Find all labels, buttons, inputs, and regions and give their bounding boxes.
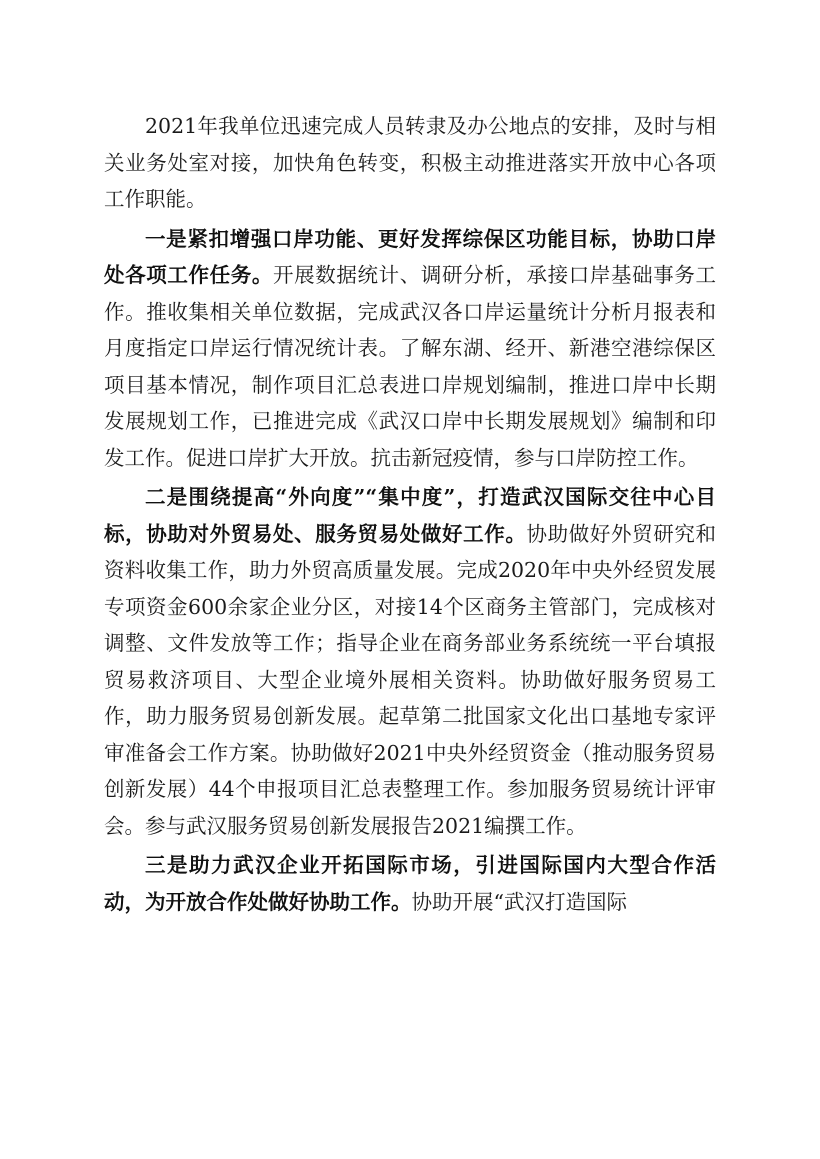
paragraph-market	[104, 847, 716, 920]
paragraph-text: 协助开展“武汉打造国际	[411, 889, 627, 914]
paragraph-lead: 一是紧扣增强口岸功能、更好发挥综保区功能目标，协助口岸处各项工作任务。	[104, 226, 716, 287]
paragraph-port	[104, 221, 716, 477]
document-body	[104, 108, 716, 923]
paragraph-text: 协助做好外贸研究和资料收集工作，助力外贸高质量发展。完成2020年中央外经贸发展专项资金600余家企业分区，对接14个区商务主管部门，完成核对调整、文件发放等工作；指导企业在商务部业务系统统一平台填报贸易救济项目、大型企业境外展相关资料。协助做好服务贸易工作，助力服务贸易创新发展。起草第二批国家文化出口基地专家评审准备会工作方案。协助做好2021中央外经贸资金（推动服务贸易创新发展）44个申报项目汇总表整理工作。参加服务贸易统计评审会。参与武汉服务贸易创新发展报告2021编撰工作。	[104, 521, 716, 838]
paragraph-intro	[104, 108, 716, 218]
paragraph-text: 2021年我单位迅速完成人员转隶及办公地点的安排，及时与相关业务处室对接，加快角色转变，积极主动推进落实开放中心各项工作职能。	[104, 114, 716, 211]
paragraph-lead: 二是围绕提高“外向度”“集中度”，打造武汉国际交往中心目标，协助对外贸易处、服务贸易处做好工作。	[104, 485, 716, 546]
paragraph-text: 开展数据统计、调研分析，承接口岸基础事务工作。推收集相关单位数据，完成武汉各口岸运量统计分析月报表和月度指定口岸运行情况统计表。了解东湖、经开、新港空港综保区项目基本情况，制作项目汇总表进口岸规划编制，推进口岸中长期发展规划工作，已推进完成《武汉口岸中长期发展规划》编制和印发工作。促进口岸扩大开放。抗击新冠疫情，参与口岸防控工作。	[104, 263, 716, 470]
paragraph-lead: 三是助力武汉企业开拓国际市场，引进国际国内大型合作活动，为开放合作处做好协助工作。	[104, 853, 716, 914]
paragraph-trade	[104, 479, 716, 844]
